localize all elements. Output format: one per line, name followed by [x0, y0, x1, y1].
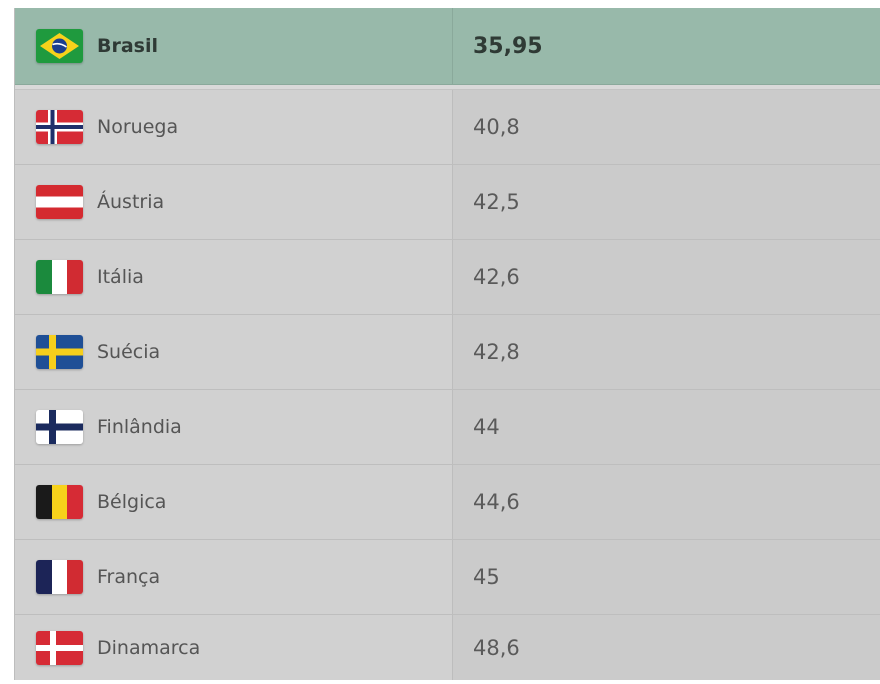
- austria-flag-icon: [36, 185, 83, 219]
- value-cell: 35,95: [473, 33, 543, 59]
- value-cell: 45: [453, 540, 880, 614]
- value-cell: 44,6: [453, 465, 880, 539]
- value-cell: 42,6: [453, 240, 880, 314]
- country-cell: [15, 315, 453, 389]
- country-name: Bélgica: [97, 491, 167, 513]
- table-row: [15, 165, 880, 240]
- value-cell: 44: [453, 390, 880, 464]
- country-cell: [15, 390, 453, 464]
- country-name: Itália: [97, 266, 144, 288]
- table-row: [15, 90, 880, 165]
- denmark-flag-icon: [36, 631, 83, 665]
- finland-flag-icon: [36, 410, 83, 444]
- brazil-flag-icon: [36, 29, 83, 63]
- country-table: [14, 8, 880, 680]
- sweden-flag-icon: [36, 335, 83, 369]
- table-row: [15, 390, 880, 465]
- value-cell: 42,5: [453, 165, 880, 239]
- table-row: [15, 540, 880, 615]
- italy-flag-icon: [36, 260, 83, 294]
- country-name: Finlândia: [97, 416, 182, 438]
- country-name: Dinamarca: [97, 636, 201, 659]
- country-name: Brasil: [97, 35, 159, 57]
- table-row: [15, 465, 880, 540]
- value-cell: 42,8: [453, 315, 880, 389]
- table-header-row: [15, 8, 880, 85]
- country-cell: [15, 540, 453, 614]
- country-cell: [15, 465, 453, 539]
- country-cell: [15, 615, 453, 680]
- country-cell: [15, 165, 453, 239]
- value-cell: 48,6: [453, 615, 880, 680]
- country-name: Noruega: [97, 116, 179, 138]
- country-name: Áustria: [97, 191, 165, 213]
- country-cell: [15, 240, 453, 314]
- norway-flag-icon: [36, 110, 83, 144]
- france-flag-icon: [36, 560, 83, 594]
- table-row: [15, 240, 880, 315]
- value-cell: 40,8: [453, 90, 880, 164]
- country-cell: [15, 90, 453, 164]
- table-row: [15, 315, 880, 390]
- country-name: Suécia: [97, 341, 161, 363]
- country-cell: [15, 8, 453, 84]
- table-row: [15, 615, 880, 680]
- country-name: França: [97, 566, 161, 588]
- belgium-flag-icon: [36, 485, 83, 519]
